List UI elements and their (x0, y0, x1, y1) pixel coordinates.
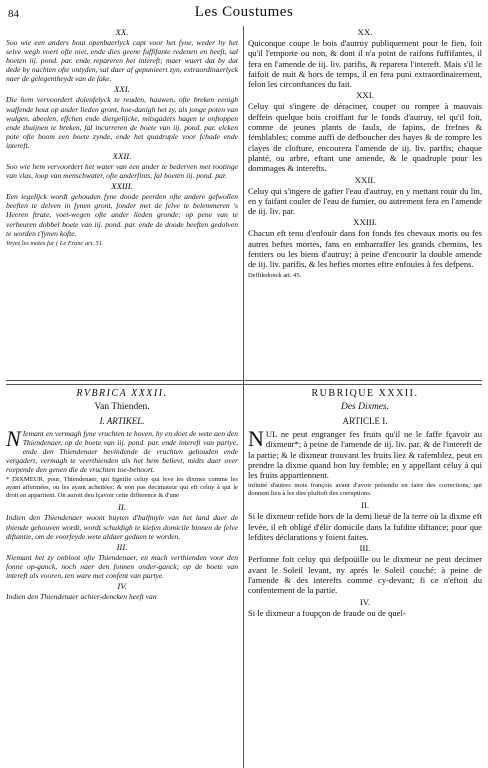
drop-cap: N (248, 426, 264, 451)
cross-reference-note: Veyez les motes fur ( Le Franc art. 51. (6, 239, 104, 247)
section-number: XXIII. (353, 217, 377, 228)
article-1-french (248, 426, 482, 481)
article-paragraph: Soo wie hem vervoordert het water van een ander te bederven met rootinge van vlas, loop van menschwater, ofte anderfints, fal boeten iij. pond. par. (6, 162, 238, 181)
article-paragraph: Een iegelijck wordt gehouden fyne doode peerden ofte andere gefwollen beeften te delven in fynen gront, fonder met de felve te belemmeren 's Heeren ftrate, voet-wegen ofte ander lieden gronde; op pene van te verbeuren dobbel boete van iij. pond. par. ende de doode beeften gedolven te worden t'fynen kofte. (6, 192, 238, 238)
article-paragraph: Perfonne foit celuy qui defpoüille ou le dixmeur ne peut decimer avant le Soleil levant, ny aprés le Soleil couché; à peine de l'amende & des interefts comme cy-devant; fi ce n'eftoit du confentement de la partie. (248, 554, 482, 596)
section-number: XXI. (356, 90, 374, 101)
section-rule (6, 380, 482, 381)
right-bottom-articles (248, 500, 482, 617)
left-bottom-articles (6, 502, 238, 601)
page-number: 84 (8, 8, 19, 20)
article-heading-flemish: I. ARTIKEL. (99, 416, 145, 426)
section-number: II. (117, 502, 127, 513)
article-1-flemish (6, 426, 238, 475)
left-column-top (6, 26, 238, 376)
column-divider (243, 26, 244, 768)
section-number: XXIII. (111, 181, 133, 192)
right-column-top (248, 26, 482, 376)
right-column-bottom (248, 388, 482, 766)
article-1-flemish-text: Iemant en vermagh fyne vruchten te hoven, hy en doet de wete aen den Thiendenaer, op de boete van iij. pond. par. ende intereft van partye, ende den Thiendenaer bevindende de vruchten gehouden ende vergadert, vermagh te veerthienden als het hem believt, midts daer over roepende den genen die de vruchten toe-behoort. (6, 429, 238, 475)
article-paragraph: Niemant het zy onbloot ofte Thiendenaer, en mach verthienden voor den fonne op-ganck, noch naer den fonnen onder-ganck; op de boete van intereft als vooren, ten ware met confent van partye. (6, 552, 238, 580)
section-number: XXII. (112, 151, 132, 162)
rubric-heading-flemish: RVBRICA XXXII. (76, 388, 168, 399)
section-number: XX. (357, 27, 373, 37)
section-number: XXI. (114, 84, 130, 95)
article-paragraph: Soo wie een anders hout openbaerlyck capt voor het fyne, weder hy het selve wegh voert ofte niet, ende dies geene fuffifante redenen en heeft, sal boeten iij. pond. par. ende repareren het intereft; maer waert dat by dat dede by nachten ofte ontyden, sal daer af gepunieert zyn, extraordinaerlyck naer de gelegentheydt van de fake. (6, 38, 238, 84)
cross-reference-note: Defftledonck art. 45. (248, 271, 302, 279)
article-paragraph: Indien den Thiendenaer achter-dencken heeft van (6, 592, 157, 602)
section-number: XX. (115, 27, 129, 37)
drop-cap: N (6, 426, 21, 451)
footnote-right: infinité d'autres mots françois avant d'avoir prétendu en faire des corrections, qui donnent lieu à les dire pluftoft des corruptions. (248, 482, 482, 498)
article-paragraph: Die hem vervoordert dolenfelyck te reuden, hauwen, ofte breken eenigh waffende hout op ander lieden gront, hoe-danigh het zy, als jonge poten van wulgen, abeelen, effchen ende diergelijcke, mitsgaders hagen te onftoppen ende thuijnen te breken, fal incurreren de boete van iij. pond. par. elcken pote ofte boom een boete zynde, ende het quadruple voor fchade ende intereft. (6, 95, 238, 150)
section-number: IV. (359, 596, 371, 607)
article-paragraph: Quiconque coupe le bois d'autruy publiquement pour le fien, foit qu'il l'emporte ou non, & dont il n'a point de raifons fuffifantes, il fera en l'amende de iij. liv. parifis, & reparera l'intereft. Mais s'il le faifoit de nuit & hors de temps, il en fera puni extraordinairement, felon les circonftances du fait. (248, 38, 482, 90)
article-paragraph: Indien den Thiendenaer woont buyten d'halfmyle van het land daer de thiende gehouven wordt, wordt schuldigh te kiefen domicile binnen de felve diftantie, om de voorfeyde wete aldaer gedaen te worden. (6, 513, 238, 541)
section-rule-second (6, 384, 482, 385)
section-number: IV. (117, 581, 127, 592)
left-column-bottom (6, 388, 238, 766)
rubric-subtitle-french: Des Dixmes. (340, 402, 389, 412)
page-header (0, 0, 488, 28)
section-number: II. (360, 500, 370, 511)
article-paragraph: Si le dixmeur a foupçon de fraude ou de quel- (248, 607, 406, 618)
article-paragraph: Si le dixmeur refide hors de la demi lieuë de la terre où la dixme eft levée, il eft obligé d'élir domicile dans la fufdite diftance; pour que lefdites déclarations y foient faites. (248, 511, 482, 543)
section-number: III. (116, 541, 128, 552)
article-paragraph: Chacun eft tenu d'enfouïr dans fon fonds fes chevaux morts ou fes autres beftes mortes, fans en embarraffer les grands chemins, les fentiers ou les biens d'autruy; à peine d'encourir la double amende de iij. liv. parifis, & les beftes mortes eftre enfouïes à fes defpens. (248, 228, 482, 270)
section-number: III. (359, 543, 371, 554)
footnote-left: * DIXMEUR, pour, Thiendenaer, qui fignifie celuy qui leve les dixmes comme les ayant affermées, ou les ayant achettées; & non pas decimateur qui eft celuy à qui le droit en appartient. On auroit deu fçavoir cette difference & d'une (6, 476, 238, 500)
article-paragraph: Celuy qui s'ingere de gafter l'eau d'autruy, en y mettant rouïr du lin, en y faifant couler de l'eau de fumier, ou autrement fera en l'amende de iij. liv. par. (248, 185, 482, 217)
rubric-subtitle-flemish: Van Thienden. (94, 402, 150, 412)
article-heading-french: ARTICLE I. (342, 416, 388, 426)
page-title: Les Coustumes (194, 4, 294, 20)
section-number: XXII. (354, 174, 376, 185)
article-paragraph: Celuy qui s'ingere de déraciner, couper ou rompre à mauvais deffein quelque bois croiffant fur le fonds d'autruy, tel qu'il foit, comme de jeunes plants de faulx, de fapins, de frefnes & femblables; comme auffi de defboucher des hayes & de rompre les clayes de clofture, encourera l'amende de iij. liv. parifis; chaque planté, ou arbre, eftant une amende, & le quadruple pour les dommages & interefts. (248, 101, 482, 174)
article-1-french-text: UL ne peut engranger fes fruits qu'il ne le faffe fçavoir au dixmeur*; à peine de l'amende de iij. liv. par. & de l'intereft de la partie; & le dixmeur trouvant les fruits liez & rafemblez, peut en prendre la dixme quand bon luy femble; en y appellant celuy à qui les fruits appartiennent. (248, 429, 482, 481)
rubric-heading-french: RUBRIQUE XXXII. (311, 388, 419, 399)
